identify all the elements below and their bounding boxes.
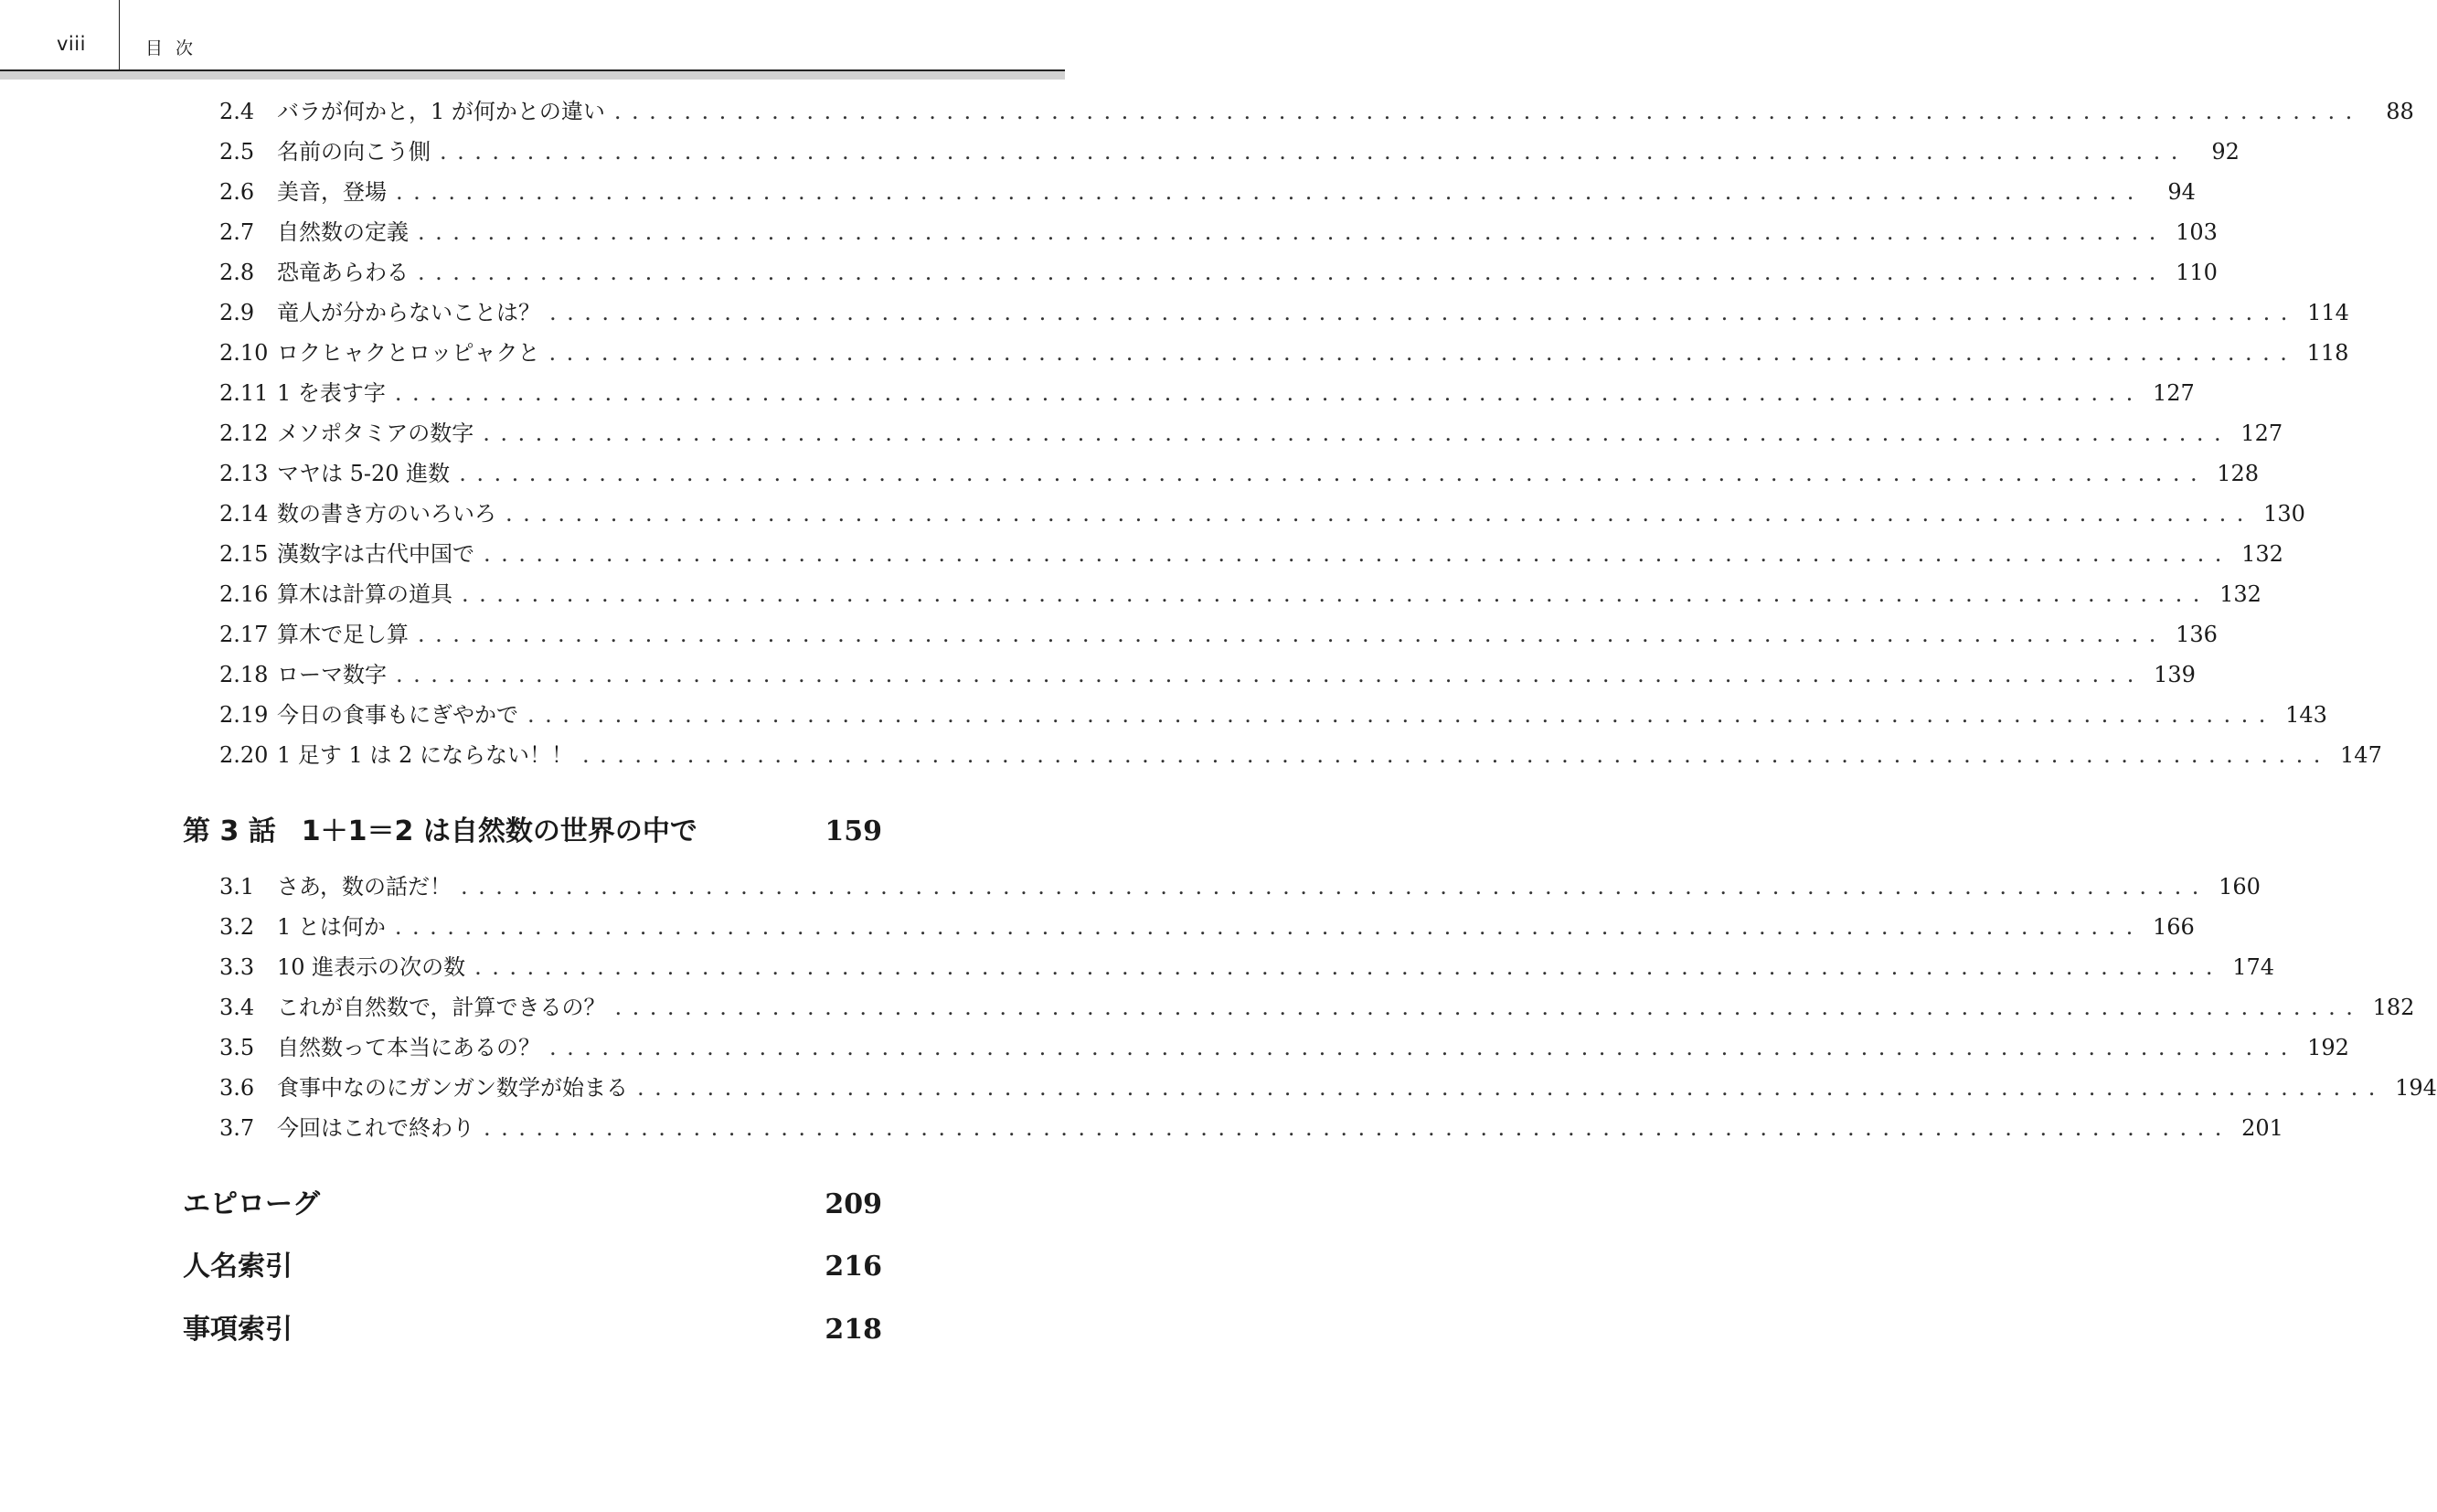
entry-title: ローマ数字 [277,662,387,687]
entry-title: バラが何かと，1 が何かとの違い [277,99,605,124]
entry-page: 174 [2232,954,2275,980]
entry-title: メソポタミアの数字 [277,421,474,446]
entry-title: 今日の食事もにぎやかで [277,702,518,728]
toc-entry-2-7[interactable] [183,216,2218,249]
entry-number: 2.9 [219,300,255,325]
leader-dots: .................................................................................................... [613,99,2363,124]
toc-entry-3-6[interactable] [183,1071,2437,1104]
toc-name-index[interactable] [183,1247,882,1287]
entry-title: 算木は計算の道具 [277,581,452,607]
entry-number: 2.14 [219,501,269,527]
toc-chapter-3[interactable] [183,812,882,852]
leader-dots: .................................................................................................... [581,742,2331,768]
leader-dots: .................................................................................................... [484,1115,2232,1141]
toc-entry-3-3[interactable] [183,951,2275,984]
leader-dots: .................................................................................................... [549,1035,2298,1060]
toc-entry-3-2[interactable] [183,910,2195,943]
entry-number: 3.5 [219,1035,255,1060]
entry-page: 160 [2219,874,2261,900]
header-divider [119,0,120,69]
entry-number: 2.11 [219,380,269,406]
leader-dots: .................................................................................................... [614,995,2364,1020]
entry-page: 114 [2307,300,2349,325]
leader-dots: .................................................................................................... [396,662,2144,687]
entry-title: 数の書き方のいろいろ [277,501,496,527]
toc-entry-2-10[interactable] [183,336,2349,369]
entry-page: 132 [2219,581,2261,607]
leader-dots: .................................................................................................... [418,219,2166,245]
toc-epilogue[interactable] [183,1185,882,1225]
entry-title: 今回はこれで終わり [277,1115,474,1141]
entry-title: マヤは 5-20 進数 [277,461,451,486]
entry-page: 182 [2372,995,2415,1020]
entry-page: 110 [2176,260,2218,285]
leader-dots: .................................................................................................... [637,1075,2386,1101]
leader-dots: .................................................................................................... [527,702,2276,728]
section-page: 216 [825,1251,882,1283]
header-running-title: 目次 [145,38,207,59]
toc-entry-2-4[interactable] [183,95,2414,128]
entry-page: 139 [2154,662,2196,687]
entry-title: 恐竜あらわる [277,260,409,285]
leader-dots: .................................................................................................... [549,300,2298,325]
entry-page: 132 [2241,541,2283,567]
leader-dots: .................................................................................................... [474,954,2224,980]
entry-page: 118 [2306,340,2349,366]
leader-dots: .................................................................................................... [484,541,2232,567]
entry-number: 2.4 [219,99,255,124]
header-rule-shadow [0,71,1065,80]
section-page: 218 [825,1314,882,1346]
entry-number: 3.6 [219,1075,255,1101]
toc-entry-2-20[interactable] [183,739,2382,772]
entry-page: 103 [2176,219,2218,245]
entry-number: 2.17 [219,622,269,647]
toc-entry-2-17[interactable] [183,618,2218,651]
entry-title: 1 とは何か [277,914,386,940]
entry-number: 3.3 [219,954,255,980]
entry-title: さあ，数の話だ！ [277,874,452,900]
toc-entry-3-7[interactable] [183,1112,2283,1145]
entry-page: 143 [2285,702,2327,728]
toc-entry-2-6[interactable] [183,176,2196,208]
entry-number: 2.13 [219,461,269,486]
entry-page: 92 [2211,139,2240,165]
entry-title: 竜人が分からないことは？ [277,300,540,325]
entry-page: 88 [2386,99,2414,124]
entry-page: 192 [2307,1035,2349,1060]
leader-dots: .................................................................................................... [505,501,2254,527]
entry-page: 136 [2176,622,2218,647]
leader-dots: .................................................................................................... [440,139,2188,165]
toc-entry-2-14[interactable] [183,497,2305,530]
toc-subject-index[interactable] [183,1310,882,1350]
leader-dots: .................................................................................................... [418,260,2166,285]
entry-page: 166 [2152,914,2195,940]
toc-entry-2-12[interactable] [183,417,2283,450]
entry-number: 2.16 [219,581,269,607]
leader-dots: .................................................................................................... [462,581,2210,607]
toc-entry-3-1[interactable] [183,870,2261,903]
section-title: エピローグ [183,1188,320,1220]
toc-entry-2-13[interactable] [183,457,2260,490]
entry-number: 3.2 [219,914,255,940]
entry-title: ロクヒャクとロッピャクと [277,340,540,366]
leader-dots: .................................................................................................... [394,914,2144,940]
chapter-page: 159 [825,815,882,847]
leader-dots: .................................................................................................... [396,179,2144,205]
entry-number: 2.7 [219,219,255,245]
entry-number: 2.10 [219,340,269,366]
entry-page: 201 [2241,1115,2283,1141]
entry-page: 147 [2340,742,2382,768]
entry-title: 自然数の定義 [277,219,409,245]
entry-title: 10 進表示の次の数 [277,954,466,980]
entry-title: 1 を表す字 [277,380,386,406]
entry-title: 名前の向こう側 [277,139,431,165]
running-header [0,0,1065,71]
entry-title: 食事中なのにガンガン数学が始まる [277,1075,628,1101]
entry-number: 3.7 [219,1115,255,1141]
section-page: 209 [825,1188,882,1220]
chapter-label: 第 3 話 [183,815,276,847]
entry-number: 2.12 [219,421,269,446]
entry-title: 美音，登場 [277,179,387,205]
toc-entry-2-8[interactable] [183,256,2218,289]
entry-title: 漢数字は古代中国で [277,541,474,567]
toc-entry-2-9[interactable] [183,296,2349,329]
toc-entry-2-19[interactable] [183,698,2327,731]
entry-page: 127 [2240,421,2283,446]
entry-number: 3.4 [219,995,255,1020]
leader-dots: .................................................................................................... [459,461,2208,486]
entry-number: 2.15 [219,541,269,567]
entry-number: 3.1 [219,874,255,900]
toc-entry-3-5[interactable] [183,1031,2349,1064]
leader-dots: .................................................................................................... [483,421,2232,446]
section-title: 人名索引 [183,1251,293,1283]
entry-title: 自然数って本当にあるの？ [277,1035,540,1060]
entry-number: 2.20 [219,742,269,768]
entry-title: これが自然数で，計算できるの？ [277,995,606,1020]
entry-page: 194 [2395,1075,2437,1101]
leader-dots: .................................................................................................... [461,874,2209,900]
leader-dots: .................................................................................................... [394,380,2144,406]
chapter-title: 1＋1＝2 は自然数の世界の中で [301,815,697,847]
toc-entry-2-5[interactable] [183,135,2240,168]
entry-title: 1 足す 1 は 2 にならない！！ [277,742,573,768]
entry-title: 算木で足し算 [277,622,409,647]
entry-number: 2.8 [219,260,255,285]
leader-dots: .................................................................................................... [548,340,2298,366]
entry-number: 2.19 [219,702,269,728]
leader-dots: .................................................................................................... [418,622,2166,647]
entry-page: 127 [2152,380,2195,406]
toc-entry-2-11[interactable] [183,377,2195,410]
entry-page: 94 [2167,179,2196,205]
entry-number: 2.18 [219,662,269,687]
toc-entry-2-16[interactable] [183,578,2261,611]
section-title: 事項索引 [183,1314,293,1346]
entry-number: 2.6 [219,179,255,205]
entry-page: 128 [2217,461,2260,486]
header-page-number: viii [57,33,86,55]
entry-number: 2.5 [219,139,255,165]
toc-entry-2-18[interactable] [183,658,2196,691]
entry-page: 130 [2263,501,2305,527]
toc-entry-2-15[interactable] [183,538,2283,570]
toc-entry-3-4[interactable] [183,991,2415,1024]
